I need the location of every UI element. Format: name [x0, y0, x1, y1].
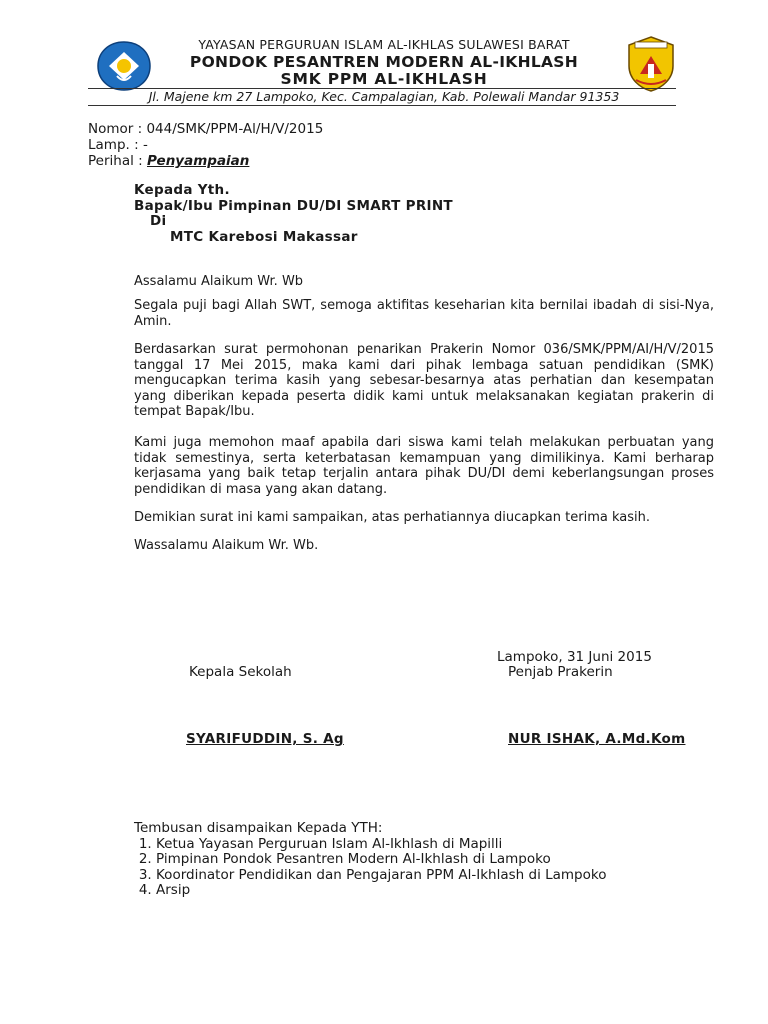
perihal-value: Penyampaian [147, 153, 250, 169]
cc-item: 1. Ketua Yayasan Perguruan Islam Al-Ikhlash di Mapilli [156, 837, 606, 853]
school-address: Jl. Majene km 27 Lampoko, Kec. Campalagian, Kab. Polewali Mandar 91353 [148, 89, 620, 104]
cc-item: 4. Arsip [156, 883, 606, 899]
recipient-name: Bapak/Ibu Pimpinan DU/DI SMART PRINT [134, 198, 453, 214]
lamp-sep: : [129, 137, 143, 153]
recipient-location: MTC Karebosi Makassar [170, 229, 358, 245]
paragraph-3: Kami juga memohon maaf apabila dari siswa kami telah melakukan perbuatan yang tidak semestinya, serta keterbatasan kemampuan yang dimilikinya. Kami berharap kerjasama yang baik tetap terjalin antara pihak DU/DI demi keberlangsungan proses pendidikan di masa yang akan datang. [134, 435, 714, 497]
nomor-label: Nomor [88, 121, 134, 137]
lamp-value: - [142, 137, 148, 153]
cc-item: 2. Pimpinan Pondok Pesantren Modern Al-Ikhlash di Lampoko [156, 852, 606, 868]
recipient-salutation: Kepada Yth. [134, 182, 230, 198]
lamp-row [88, 137, 148, 153]
place-date: Lampoko, 31 Juni 2015 [497, 649, 652, 665]
paragraph-2: Berdasarkan surat permohonan penarikan Prakerin Nomor 036/SMK/PPM/AI/H/V/2015 tanggal 17 Mei 2015, maka kami dari pihak lembaga satuan pendidikan (SMK) mengucapkan terima kasih yang sebesar-besarnya atas perhatian dan kesempatan yang diberikan kepada peserta didik kami untuk melaksanakan kegiatan prakerin di tempat Bapak/Ibu. [134, 342, 714, 419]
nomor-row [88, 121, 323, 137]
cc-list [134, 837, 606, 899]
school-name: PONDOK PESANTREN MODERN AL-IKHLASH [189, 53, 579, 71]
letterhead-rule-bottom [88, 105, 676, 106]
unit-name: SMK PPM AL-IKHLASH [280, 70, 488, 88]
perihal-sep: : [133, 153, 147, 169]
cc-item: 3. Koordinator Pendidikan dan Pengajaran PPM Al-Ikhlash di Lampoko [156, 868, 606, 884]
right-signatory-name: NUR ISHAK, A.Md.Kom [508, 731, 686, 747]
right-signatory-title: Penjab Prakerin [508, 664, 613, 680]
cc-heading: Tembusan disampaikan Kepada YTH: [134, 820, 383, 836]
lamp-label: Lamp. [88, 137, 130, 153]
perihal-label: Perihal [88, 153, 134, 169]
paragraph-1: Segala puji bagi Allah SWT, semoga aktifitas keseharian kita bernilai ibadah di sisi-Nya, Amin. [134, 298, 714, 329]
paragraph-4: Demikian surat ini kami sampaikan, atas perhatiannya diucapkan terima kasih. [134, 510, 650, 525]
foundation-name: YAYASAN PERGURUAN ISLAM AL-IKHLAS SULAWESI BARAT [198, 37, 570, 52]
perihal-row [88, 153, 249, 169]
nomor-value: 044/SMK/PPM-Al/H/V/2015 [146, 121, 324, 137]
cc-section [134, 821, 606, 899]
nomor-sep: : [133, 121, 147, 137]
left-signatory-title: Kepala Sekolah [189, 664, 292, 680]
greeting: Assalamu Alaikum Wr. Wb [134, 274, 304, 289]
recipient-di: Di [150, 213, 167, 229]
left-signatory-name: SYARIFUDDIN, S. Ag [186, 731, 344, 747]
closing: Wassalamu Alaikum Wr. Wb. [134, 538, 319, 553]
